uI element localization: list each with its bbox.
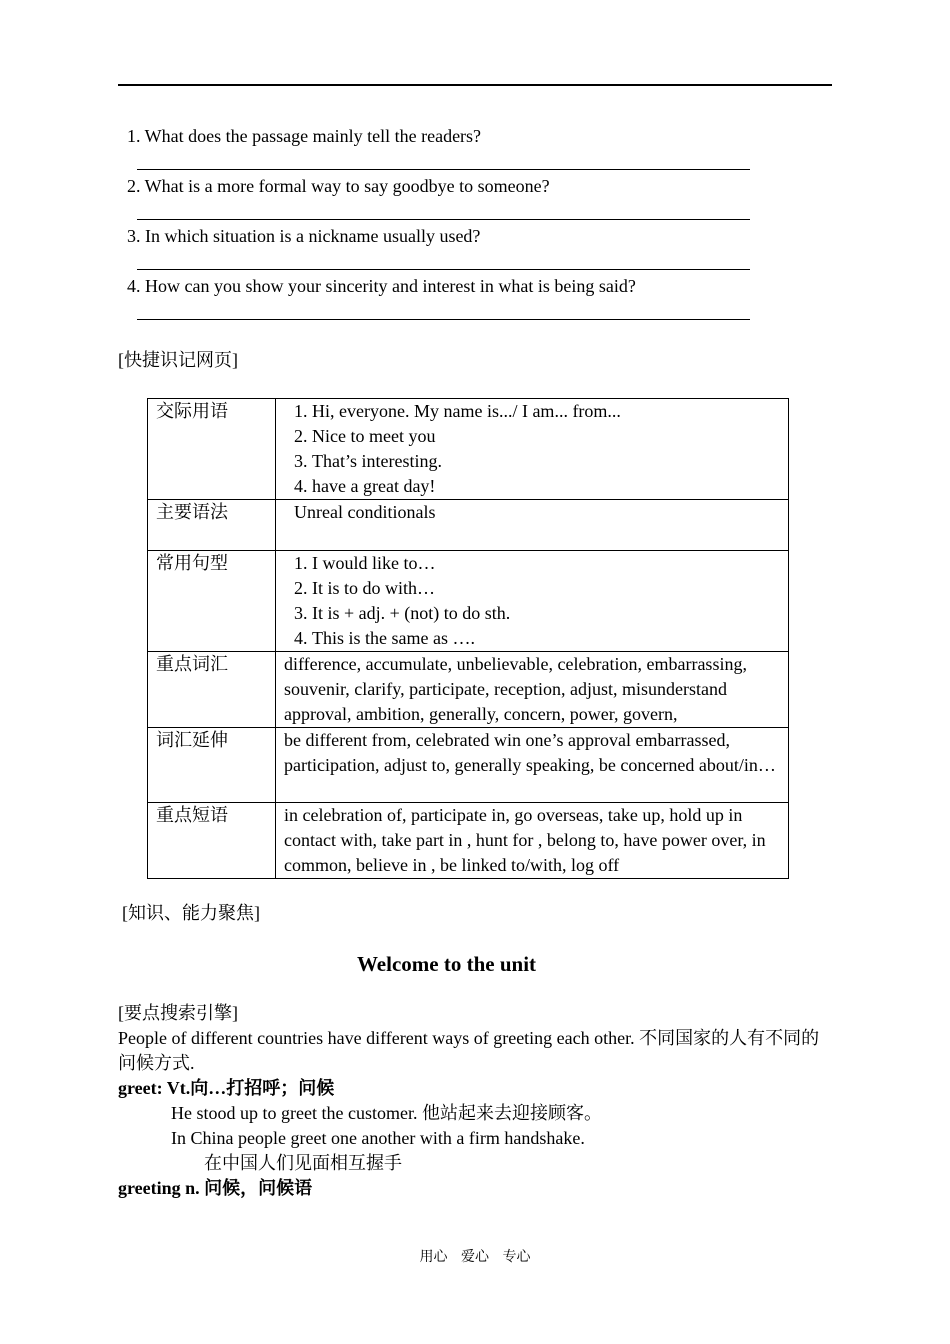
list-item: 1. I would like to… (312, 551, 780, 576)
summary-table (147, 398, 789, 879)
phrase-list (284, 399, 780, 499)
category-cell: 重点短语 (148, 803, 276, 879)
header-rule (118, 84, 832, 86)
table-row (148, 803, 789, 879)
content-cell: be different from, celebrated win one’s approval embarrassed, participation, adjust to, generally speaking, be concerned about/in… (276, 728, 789, 803)
answer-line-2[interactable] (137, 219, 750, 220)
sentence-pattern-list (284, 551, 780, 651)
table-row (148, 551, 789, 652)
list-item: 3. That’s interesting. (312, 449, 780, 474)
question-3: 3. In which situation is a nickname usually used? (127, 226, 481, 246)
greet-example-1: He stood up to greet the customer. 他站起来去迎接顾客。 (171, 1103, 602, 1123)
greeting-entry: greeting n. 问候，问候语 (118, 1178, 313, 1198)
content-cell (276, 551, 789, 652)
table-row (148, 399, 789, 500)
content-cell (276, 399, 789, 500)
answer-line-4[interactable] (137, 319, 750, 320)
intro-paragraph: People of different countries have different ways of greeting each other. 不同国家的人有不同的问候方式. (118, 1028, 820, 1073)
answer-line-1[interactable] (137, 169, 750, 170)
table-row (148, 500, 789, 551)
table-row (148, 728, 789, 803)
category-cell: 词汇延伸 (148, 728, 276, 803)
greet-example-2: In China people greet one another with a firm handshake. (171, 1128, 585, 1148)
quick-note-heading: [快捷识记网页] (118, 350, 238, 370)
content-cell: difference, accumulate, unbelievable, celebration, embarrassing, souvenir, clarify, participate, reception, adjust, misunderstand approval, ambition, generally, concern, power, govern, (276, 652, 789, 728)
greet-entry: greet: Vt.向…打招呼；问候 (118, 1078, 335, 1098)
search-heading: [要点搜索引擎] (118, 1003, 238, 1023)
greet-example-2-translation: 在中国人们见面相互握手 (204, 1153, 402, 1173)
page-footer: 用心 爱心 专心 (419, 1250, 531, 1265)
category-cell: 重点词汇 (148, 652, 276, 728)
category-cell: 主要语法 (148, 500, 276, 551)
section-title: Welcome to the unit (356, 952, 537, 976)
question-2: 2. What is a more formal way to say goodbye to someone? (127, 176, 550, 196)
list-item: 1. Hi, everyone. My name is.../ I am... from... (312, 399, 780, 424)
question-1: 1. What does the passage mainly tell the readers? (127, 126, 482, 146)
list-item: 4. have a great day! (312, 474, 780, 499)
knowledge-heading: [知识、能力聚焦] (122, 903, 260, 923)
list-item: 3. It is + adj. + (not) to do sth. (312, 601, 780, 626)
list-item: 4. This is the same as …. (312, 626, 780, 651)
content-cell: in celebration of, participate in, go overseas, take up, hold up in contact with, take part in , hunt for , belong to, have power over, in common, believe in , be linked to/with, log off (276, 803, 789, 879)
list-item: 2. It is to do with… (312, 576, 780, 601)
question-4: 4. How can you show your sincerity and interest in what is being said? (127, 276, 636, 296)
category-cell: 交际用语 (148, 399, 276, 500)
list-item: 2. Nice to meet you (312, 424, 780, 449)
table-row (148, 652, 789, 728)
answer-line-3[interactable] (137, 269, 750, 270)
category-cell: 常用句型 (148, 551, 276, 652)
content-cell: Unreal conditionals (276, 500, 789, 551)
